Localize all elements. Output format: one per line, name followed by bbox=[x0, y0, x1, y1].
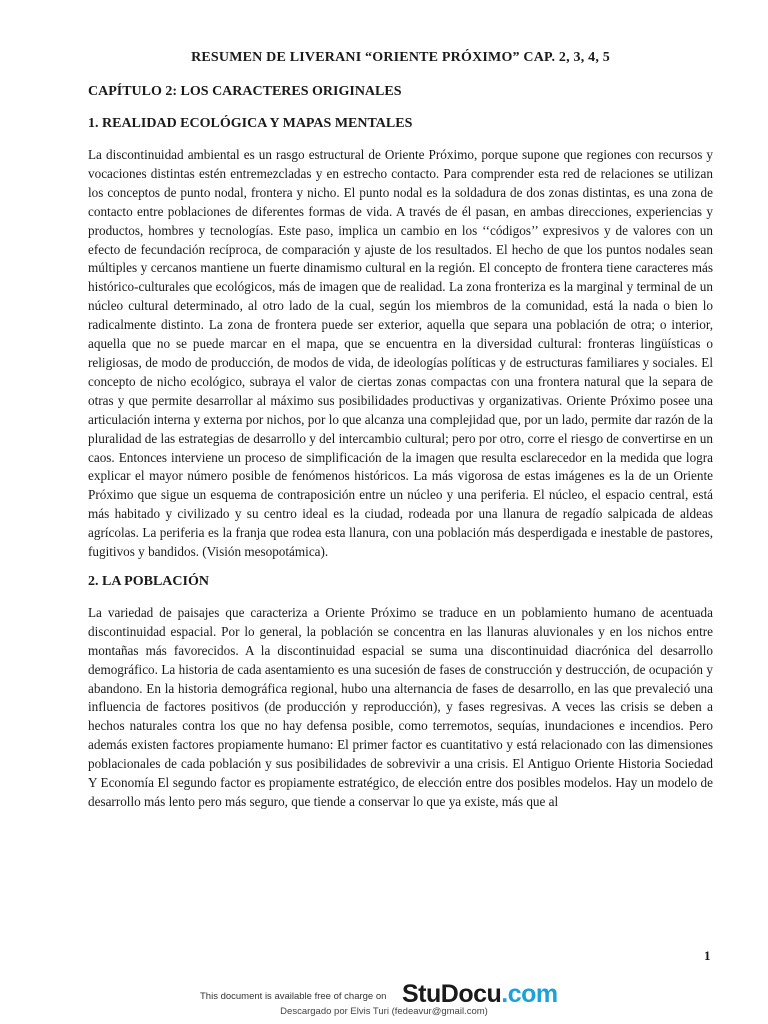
section-heading: 1. REALIDAD ECOLÓGICA Y MAPAS MENTALES bbox=[88, 116, 413, 131]
brand-name: StuDocu bbox=[402, 980, 502, 1008]
document-page bbox=[88, 48, 713, 822]
section-paragraph: La variedad de paisajes que caracteriza a Oriente Próximo se traduce en un poblamiento humano de acentuada discontinuidad espacial. Por lo general, la población se concentra en las llanuras aluvionales y en los nichos entre montañas más favorecidos. A la discontinuidad espacial se suma una discontinuidad diacrónica del desarrollo demográfico. La historia de cada asentamiento es una sucesión de fases de construcción y destrucción, de ocupación y abandono. En la historia demográfica regional, hubo una alternancia de fases de desarrollo, en las que prevaleció una influencia de factores positivos (de producción y reproducción), y fases regresivas. A veces las crisis se deben a hechos naturales contra los que no hay defensa posible, como terremotos, sequías, inundaciones e incendios. Pero además existen factores propiamente humano: El primer factor es cuantitativo y está relacionado con las dimensiones poblacionales de cada población y sus posibilidades de sobrevivir a una crisis. El Antiguo Oriente Historia Sociedad Y Economía El segundo factor es propiamente estratégico, de elección entre dos posibles modelos. Hay un modelo de desarrollo más lento pero más seguro, que tiende a conservar lo que ya existe, más que al bbox=[88, 604, 713, 809]
footer-notice: This document is available free of charge on bbox=[200, 991, 387, 1002]
studocu-logo[interactable] bbox=[402, 980, 558, 1009]
section-heading: 2. LA POBLACIÓN bbox=[88, 573, 209, 589]
chapter-title: CAPÍTULO 2: LOS CARACTERES ORIGINALES bbox=[88, 84, 402, 99]
download-note: Descargado por Elvis Turi (fedeavur@gmail.com) bbox=[280, 1006, 488, 1017]
page-number: 1 bbox=[704, 948, 711, 963]
document-title: RESUMEN DE LIVERANI “ORIENTE PRÓXIMO” CAP. 2, 3, 4, 5 bbox=[191, 50, 610, 65]
footer bbox=[0, 972, 768, 1024]
brand-domain: .com bbox=[501, 980, 558, 1008]
section-paragraph: La discontinuidad ambiental es un rasgo estructural de Oriente Próximo, porque supone que regiones con recursos y vocaciones distintas estén entremezcladas y en estrecho contacto. Para comprender esta red de relaciones se utilizan los conceptos de punto nodal, frontera y nicho. El punto nodal es la soldadura de dos zonas distintas, es una zona de contacto entre poblaciones de diferentes formas de vida. A través de él pasan, en ambas direcciones, experiencias y productos, hombres y tecnologías. Este paso, implica un cambio en los ‘‘códigos’’ expresivos y de valores con un efecto de fecundación recíproca, de comparación y ajuste de los resultados. El hecho de que los puntos nodales sean múltiples y cercanos mantiene un fuerte dinamismo cultural en la región. El concepto de frontera tiene caracteres más histórico-culturales que ecológicos, más de imagen que de realidad. La zona fronteriza es la marginal y terminal de un núcleo cultural determinado, al otro lado de la cual, según los miembros de la comunidad, está la nada o bien lo radicalmente distinto. La zona de frontera puede ser exterior, aquella que separa una población de otra; o interior, aquella que no se puede marcar en el mapa, que se encuentra en la diversidad cultural: fronteras lingüísticas o religiosas, de modo de producción, de modos de vida, de ideologías políticas y de estructuras familiares y sociales. El concepto de nicho ecológico, subraya el valor de ciertas zonas compactas con una frontera natural que la separa de otras y que permite desarrollar al máximo sus posibilidades productivas y organizativas. Oriente Próximo posee una articulación interna y externa por nichos, por lo que alcanza una complejidad que, por un lado, permite dar razón de la pluralidad de las estrategias de desarrollo y del intercambio cultural; pero por otro, corre el riesgo de convertirse en un caos. Entonces interviene un proceso de simplificación de la imagen que resulta esclarecedor en la medida que logra explicar el mayor número posible de fenómenos históricos. La más vigorosa de estas imágenes es la de un Oriente Próximo que sigue un esquema de contraposición entre un núcleo y una periferia. El núcleo, el espacio central, está más habitado y civilizado y su centro ideal es la ciudad, rodeada por una llanura de regadío salpicada de aldeas agrícolas. La periferia es la franja que rodea esta llanura, con una población más desperdigada e inestable de pastores, fugitivos y bandidos. (Visión mesopotámica). bbox=[88, 147, 713, 560]
